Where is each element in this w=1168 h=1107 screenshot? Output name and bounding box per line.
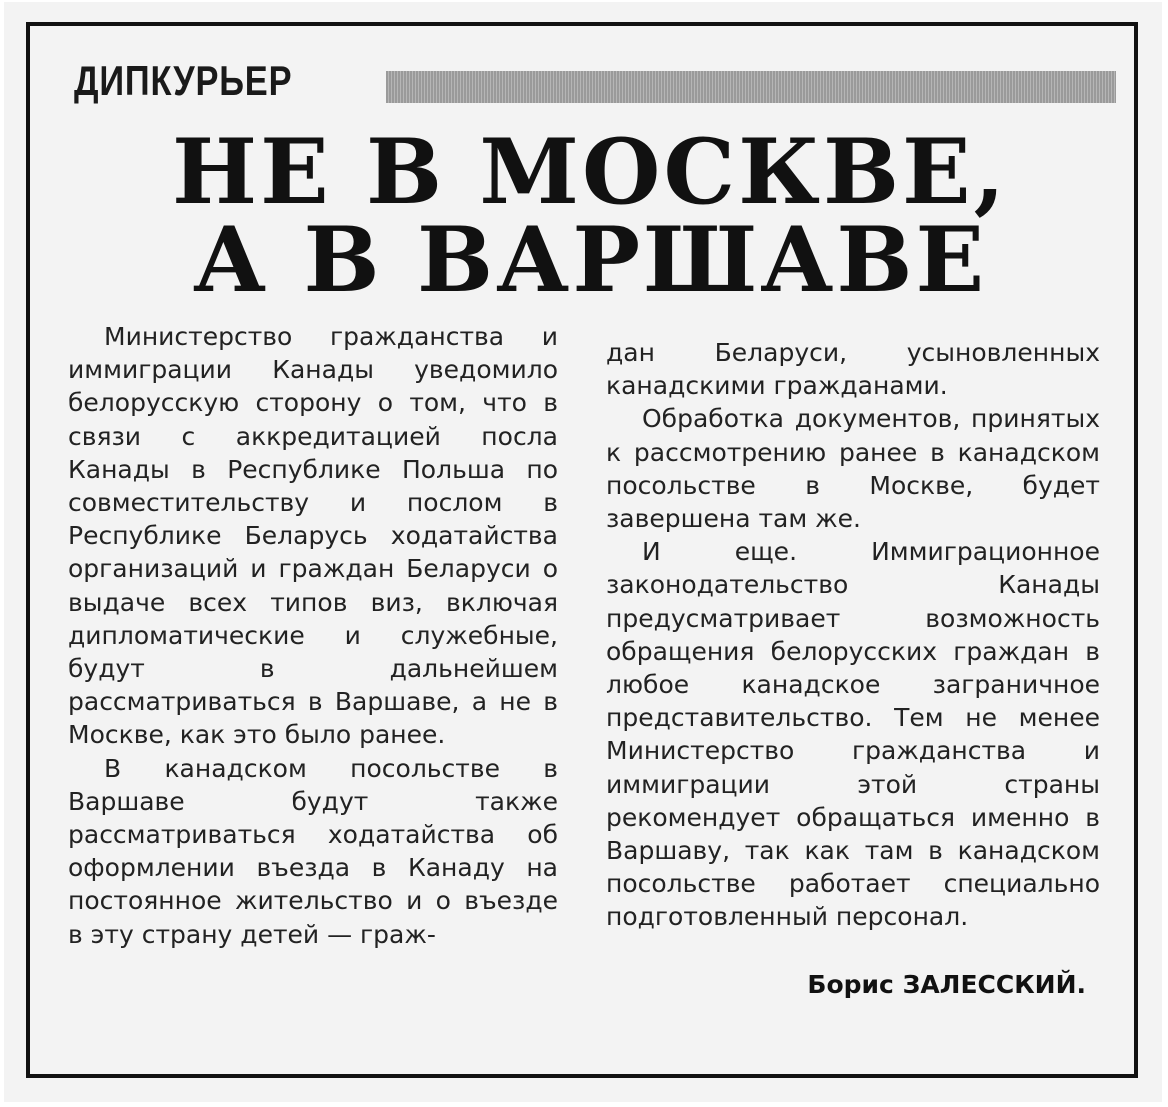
paragraph: Обработка документов, принятых к рассмотрению ранее в канадском посольстве в Москве, будет завершена там же. xyxy=(606,404,1100,534)
article-column-right xyxy=(606,336,1100,934)
article-column-left xyxy=(68,320,558,951)
paragraph: В канадском посольстве в Варшаве будут также рассматриваться ходатайства об оформлении въезда в Канаду на постоянное жительство и о въезде в эту страну детей — граж- xyxy=(68,753,558,949)
paragraph: Министерство гражданства и иммиграции Канады уведомило белорусскую сторону о том, что в связи с аккредитацией посла Канады в Республике Польша по совместительству и послом в Республике Беларусь ходатайства организаций и граждан Беларуси о выдаче всех типов виз, включая дипломатические и служебные, будут в дальнейшем рассматриваться в Варшаве, а не в Москве, как это было ранее. xyxy=(68,322,558,750)
rubric-label: ДИПКУРЬЕР xyxy=(74,57,293,104)
author-byline: Борис ЗАЛЕССКИЙ. xyxy=(807,970,1086,999)
rubric-bar xyxy=(386,71,1116,103)
paragraph: дан Беларуси, усыновленных канадскими гражданами. xyxy=(606,338,1100,401)
headline-line-1: НЕ В МОСКВЕ, xyxy=(172,119,1008,225)
headline xyxy=(60,119,1120,313)
headline-line-2: А В ВАРШАВЕ xyxy=(192,207,988,313)
paragraph: И еще. Иммиграционное законодательство Канады предусматривает возможность обращения белорусских граждан в любое канадское заграничное представительство. Тем не менее Министерство гражданства и иммиграции этой страны рекомендует обращаться именно в Варшаву, так как там в канадском посольстве работает специально подготовленный персонал. xyxy=(606,537,1100,932)
